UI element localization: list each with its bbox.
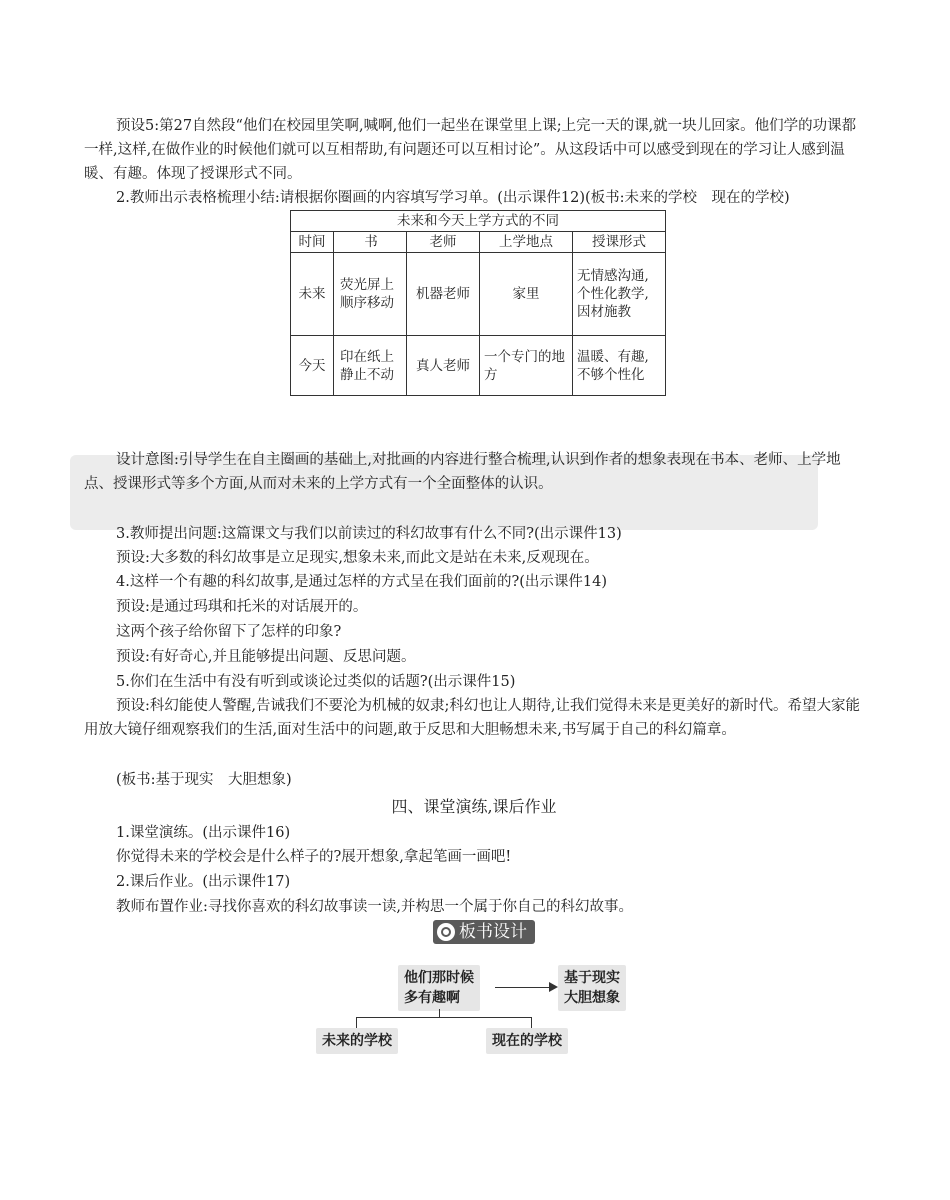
cell-time: 未来 — [291, 253, 334, 336]
practice-line: 1.课堂演练。(出示课件16) — [116, 825, 291, 841]
board-center-line1: 他们那时候 — [404, 970, 474, 986]
table-row — [291, 253, 666, 336]
board-design-badge — [433, 920, 535, 944]
board-bottom-right-box: 现在的学校 — [486, 1028, 568, 1054]
body-line: 预设:是通过玛琪和托米的对话展开的。 — [116, 599, 368, 615]
board-design-label: 板书设计 — [459, 922, 527, 942]
arrow-line — [495, 987, 551, 988]
body-line: 5.你们在生活中有没有听到或谈论过类似的话题?(出示课件15) — [116, 674, 516, 690]
board-right-line2: 大胆想象 — [564, 990, 620, 1006]
cell-place: 家里 — [480, 253, 573, 336]
header-book: 书 — [334, 232, 407, 253]
connector-left — [356, 1017, 357, 1028]
practice-line: 2.课后作业。(出示课件17) — [116, 874, 291, 890]
cell-place: 一个专门的地方 — [480, 336, 573, 396]
body-line: 预设:大多数的科幻故事是立足现实,想象未来,而此文是站在未来,反观现在。 — [116, 550, 599, 566]
board-right-box — [558, 965, 626, 1011]
cell-teacher: 机器老师 — [407, 253, 480, 336]
header-time: 时间 — [291, 232, 334, 253]
cell-form: 温暖、有趣,不够个性化 — [573, 336, 666, 396]
section-title: 四、课堂演练,课后作业 — [391, 797, 557, 816]
comparison-table — [290, 210, 666, 396]
cell-book: 荧光屏上顺序移动 — [334, 253, 407, 336]
board-note-line: (板书:基于现实 大胆想象) — [116, 772, 292, 788]
body-line: 4.这样一个有趣的科幻故事,是通过怎样的方式呈在我们面前的?(出示课件14) — [116, 574, 607, 590]
target-icon — [437, 923, 455, 941]
table-caption: 未来和今天上学方式的不同 — [291, 211, 666, 232]
table-row — [291, 336, 666, 396]
header-form: 授课形式 — [573, 232, 666, 253]
paragraph-preset-5: 预设5:第27自然段“他们在校园里笑啊,喊啊,他们一起坐在课堂里上课;上完一天的课,就一块儿回家。他们学的功课都一样,这样,在做作业的时候他们就可以互相帮助,有问题还可以互相讨论”。从这段话中可以感受到现在的学习让人感到温暖、有趣。体现了授课形式不同。 — [84, 118, 857, 182]
practice-line: 教师布置作业:寻找你喜欢的科幻故事读一读,并构思一个属于你自己的科幻故事。 — [116, 899, 633, 915]
body-line: 3.教师提出问题:这篇课文与我们以前读过的科幻故事有什么不同?(出示课件13) — [116, 526, 622, 542]
board-right-line1: 基于现实 — [564, 970, 620, 986]
body-line: 预设:有好奇心,并且能够提出问题、反思问题。 — [116, 649, 416, 665]
body-line: 这两个孩子给你留下了怎样的印象? — [116, 624, 342, 640]
header-teacher: 老师 — [407, 232, 480, 253]
body-line: 预设:科幻能使人警醒,告诫我们不要沦为机械的奴隶;科幻也让人期待,让我们觉得未来是更美好的新时代。希望大家能用放大镜仔细观察我们的生活,面对生活中的问题,敢于反思和大胆畅想未来,书写属于自己的科幻篇章。 — [84, 698, 860, 738]
design-note: 设计意图:引导学生在自主圈画的基础上,对批画的内容进行整合梳理,认识到作者的想象表现在书本、老师、上学地点、授课形式等多个方面,从而对未来的上学方式有一个全面整体的认识。 — [84, 452, 841, 492]
connector-horizontal — [356, 1017, 532, 1018]
cell-teacher: 真人老师 — [407, 336, 480, 396]
cell-form: 无情感沟通,个性化教学,因材施教 — [573, 253, 666, 336]
connector-right — [531, 1017, 532, 1028]
cell-book: 印在纸上静止不动 — [334, 336, 407, 396]
header-place: 上学地点 — [480, 232, 573, 253]
cell-time: 今天 — [291, 336, 334, 396]
arrow-right-icon — [549, 982, 558, 992]
practice-line: 你觉得未来的学校会是什么样子的?展开想象,拿起笔画一画吧! — [116, 849, 512, 865]
board-center-line2: 多有趣啊 — [404, 990, 460, 1006]
board-center-box — [398, 965, 480, 1011]
paragraph-teacher-table: 2.教师出示表格梳理小结:请根据你圈画的内容填写学习单。(出示课件12)(板书:未来的学校 现在的学校) — [116, 190, 790, 206]
board-left-box: 未来的学校 — [316, 1028, 398, 1054]
table-header-row — [291, 232, 666, 253]
